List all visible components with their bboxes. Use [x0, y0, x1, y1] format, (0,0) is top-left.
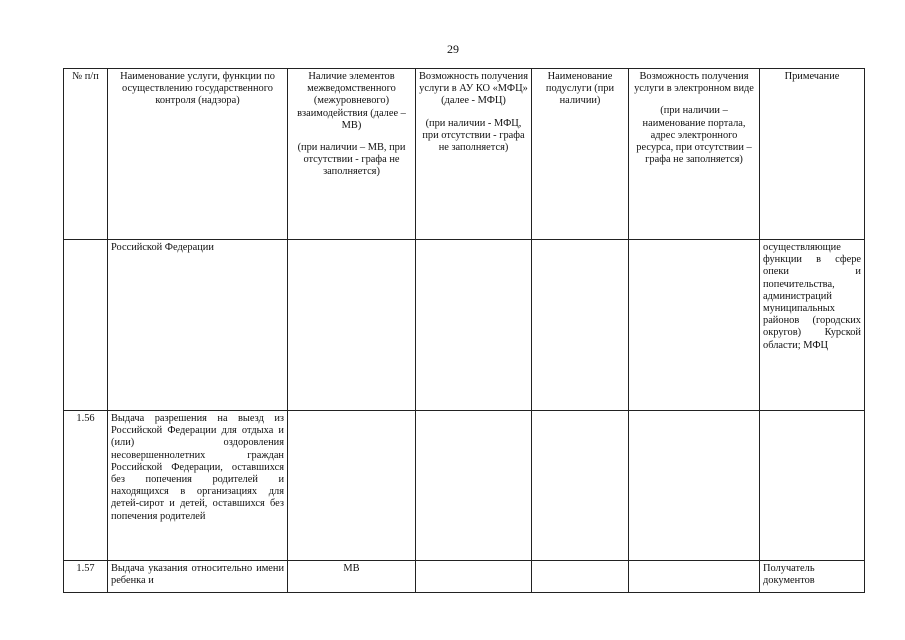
row-note: осуществляющие функции в сфере опеки и попечительства, администраций муниципальных районов (городских округов) Курской области; МФЦ [760, 240, 865, 411]
row-mv [288, 240, 416, 411]
table-row [64, 561, 865, 593]
header-electronic-title: Возможность получения услуги в электронном виде [634, 71, 754, 95]
row-electronic [629, 411, 760, 561]
table-header-row [64, 69, 865, 240]
table-row [64, 411, 865, 561]
header-subservice: Наименование подуслуги (при наличии) [532, 69, 629, 240]
row-note [760, 411, 865, 561]
header-mfc-note: (при наличии - МФЦ, при отсутствии - графа не заполняется) [422, 117, 525, 154]
header-electronic-note: (при наличии – наименование портала, адрес электронного ресурса, при отсутствии – графа не заполняется) [636, 105, 752, 166]
header-service-name: Наименование услуги, функции по осуществлению государственного контроля (надзора) [108, 69, 288, 240]
header-mfc-title: Возможность получения услуги в АУ КО «МФЦ» (далее - МФЦ) [419, 71, 529, 107]
row-electronic [629, 561, 760, 593]
row-service-name: Российской Федерации [108, 240, 288, 411]
row-mfc [416, 411, 532, 561]
row-num: 1.56 [64, 411, 108, 561]
header-num: № п/п [64, 69, 108, 240]
row-service-name: Выдача указания относительно имени ребенка и [108, 561, 288, 593]
header-electronic [629, 69, 760, 240]
row-note: Получатель документов [760, 561, 865, 593]
row-subservice [532, 240, 629, 411]
page-number: 29 [447, 42, 459, 56]
row-subservice [532, 411, 629, 561]
row-subservice [532, 561, 629, 593]
row-mv [288, 411, 416, 561]
header-mv-title: Наличие элементов межведомственного (межуровневого) взаимодействия (далее – МВ) [297, 71, 406, 131]
header-mfc [416, 69, 532, 240]
row-service-name: Выдача разрешения на выезд из Российской Федерации для отдыха и (или) оздоровления несовершеннолетних граждан Российской Федерации, оставшихся без попечения родителей и находящихся в организациях для детей-сирот и детей, оставшихся без попечения родителей [108, 411, 288, 561]
header-note: Примечание [760, 69, 865, 240]
row-mv: МВ [288, 561, 416, 593]
row-num [64, 240, 108, 411]
row-mfc [416, 240, 532, 411]
services-table [63, 68, 865, 593]
row-electronic [629, 240, 760, 411]
table-row [64, 240, 865, 411]
row-mfc [416, 561, 532, 593]
header-mv-note: (при наличии – МВ, при отсутствии - графа не заполняется) [297, 142, 406, 178]
header-mv [288, 69, 416, 240]
row-num: 1.57 [64, 561, 108, 593]
